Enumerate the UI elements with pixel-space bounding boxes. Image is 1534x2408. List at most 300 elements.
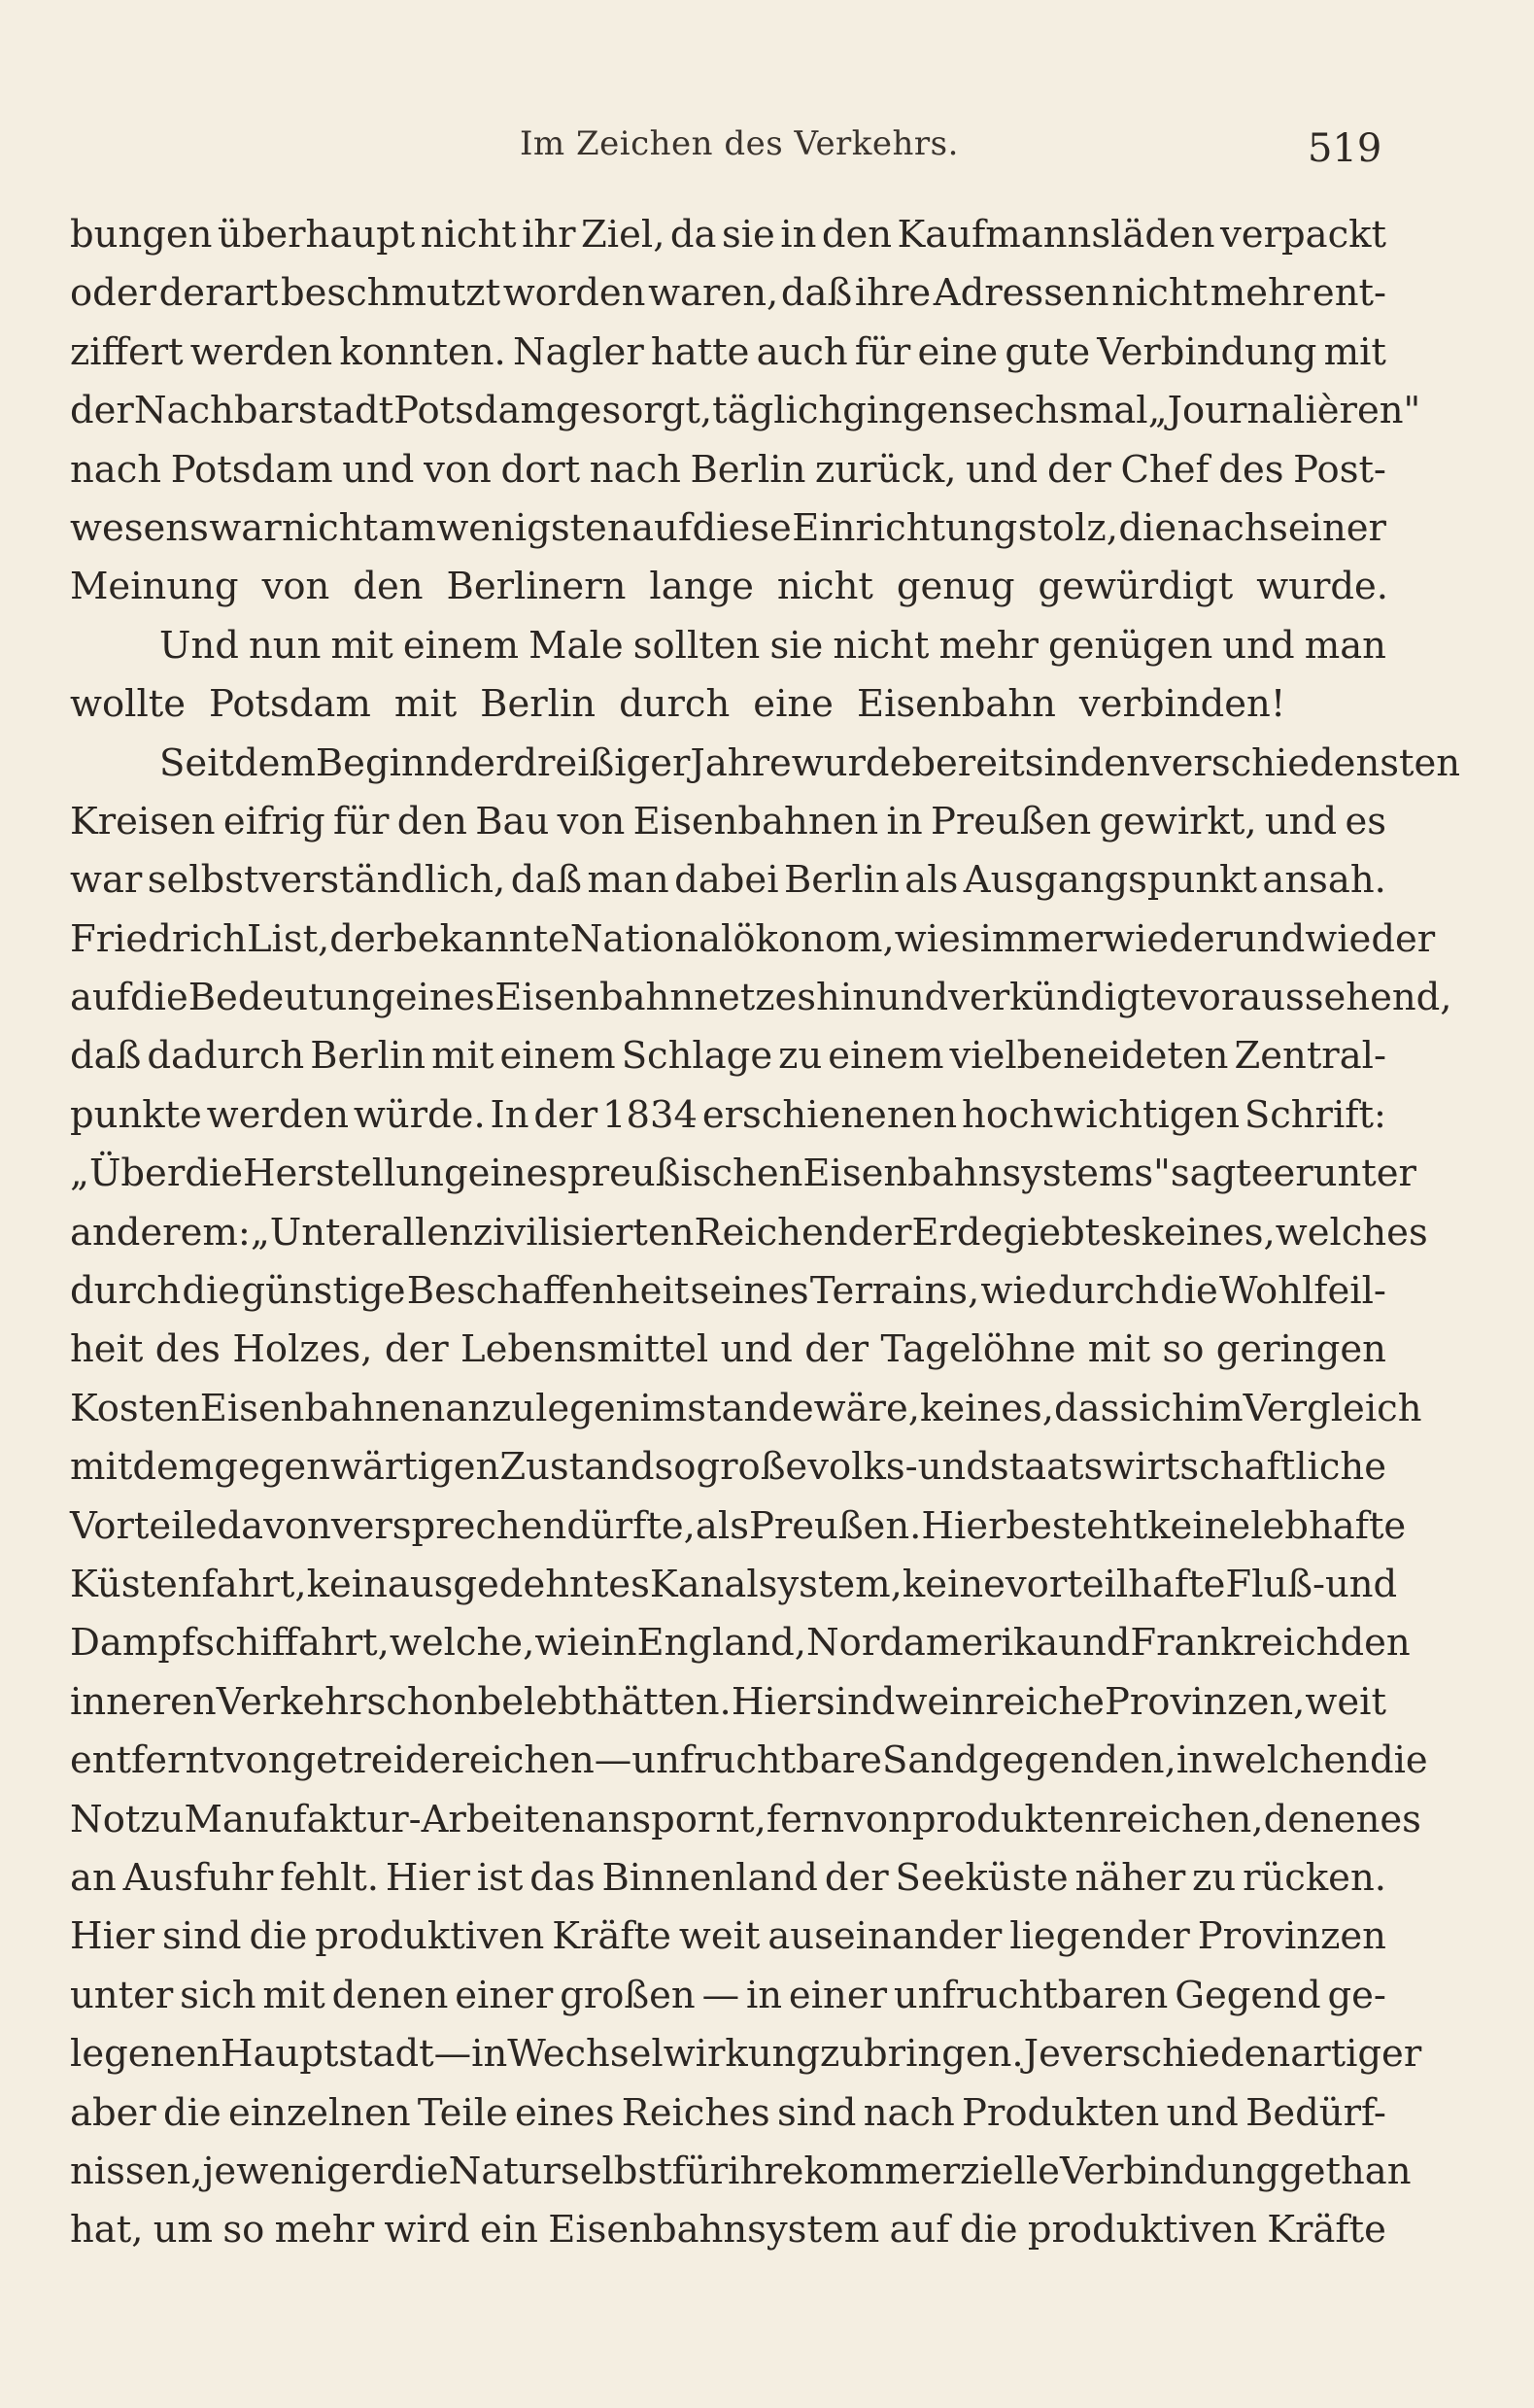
word: dreißiger xyxy=(513,740,691,785)
word: oder xyxy=(70,271,157,316)
word: nissen, xyxy=(70,2149,203,2193)
word: Binnenland xyxy=(601,1855,818,1900)
word: Kanalsystem, xyxy=(649,1562,903,1606)
word: Bau xyxy=(475,799,550,843)
word: Wechselwirkung xyxy=(507,2032,820,2077)
word: heit xyxy=(70,1327,144,1372)
word: als xyxy=(904,858,959,903)
word: und xyxy=(917,1445,990,1490)
word: unfruchtbaren xyxy=(893,1973,1169,2017)
word: des xyxy=(154,1327,221,1372)
word: eines xyxy=(467,1152,568,1196)
word: sind xyxy=(162,1914,242,1959)
word: sich xyxy=(1119,1386,1196,1430)
word: davon xyxy=(217,1503,331,1548)
word: ausgedehntes xyxy=(387,1562,650,1606)
word: selbstverständlich, xyxy=(147,858,506,903)
text-line xyxy=(70,1556,1398,1614)
word: den xyxy=(821,213,893,257)
word: es xyxy=(1100,1210,1142,1255)
word: erschienenen xyxy=(701,1092,958,1137)
text-line xyxy=(70,1791,1421,1849)
word: eifrig xyxy=(222,799,325,843)
word: auseinander xyxy=(767,1914,1003,1959)
word: weniger xyxy=(236,2149,391,2193)
word: eines xyxy=(394,976,495,1020)
word: unter xyxy=(1312,1152,1416,1196)
word: legenen xyxy=(70,2032,221,2077)
word: gegenwärtigen xyxy=(214,1445,500,1490)
word: ent- xyxy=(1312,271,1386,316)
word: er xyxy=(1273,1152,1313,1196)
word: Seeküste xyxy=(895,1855,1069,1900)
word: ziffert xyxy=(70,329,184,374)
text-line xyxy=(70,324,1386,382)
word: der xyxy=(847,1210,912,1255)
word: Potsdam xyxy=(209,682,371,727)
running-header xyxy=(0,117,1534,175)
word: Berlin xyxy=(690,447,806,492)
word: verschiedensten xyxy=(1149,740,1461,785)
word: große xyxy=(696,1445,808,1490)
word: dem xyxy=(233,740,316,785)
text-line xyxy=(70,2084,1386,2143)
word: Sandgegenden, xyxy=(881,1738,1176,1783)
word: Teile xyxy=(417,2090,508,2135)
word: mehr xyxy=(274,2208,375,2253)
word: und xyxy=(342,447,415,492)
word: seiner xyxy=(1269,505,1386,550)
word: dort xyxy=(500,447,581,492)
word: Friedrich xyxy=(70,916,247,961)
word: Und xyxy=(159,623,239,668)
text-line xyxy=(70,735,1461,793)
word: in xyxy=(886,799,923,843)
word: auch xyxy=(756,329,848,374)
text-line xyxy=(70,206,1386,264)
word: wie xyxy=(534,1621,601,1666)
word: von xyxy=(557,799,626,843)
word: Zentral- xyxy=(1234,1034,1386,1079)
word: wies xyxy=(894,916,980,961)
word: Post- xyxy=(1293,447,1386,492)
word: wenigsten xyxy=(436,505,631,550)
word: und xyxy=(720,1327,793,1372)
word: sagte xyxy=(1170,1152,1274,1196)
text-line xyxy=(70,1027,1386,1085)
word: der xyxy=(804,1327,869,1372)
word: von xyxy=(223,1738,292,1783)
word: unter xyxy=(70,1973,174,2017)
word: voraussehend, xyxy=(1176,976,1452,1020)
word: Ausgangspunkt xyxy=(963,858,1257,903)
word: sechsmal xyxy=(972,389,1148,433)
word: mit xyxy=(70,1445,133,1490)
word: derart xyxy=(158,271,279,316)
word: sollten xyxy=(632,623,761,668)
word: Berlin xyxy=(310,1034,426,1079)
word: ein xyxy=(480,2208,538,2253)
word: Wohlfeil- xyxy=(1219,1269,1386,1314)
word: nach xyxy=(863,2090,955,2135)
word: eine xyxy=(753,682,834,727)
word: Terrains, xyxy=(809,1269,980,1314)
word: Ziel, xyxy=(581,213,665,257)
word: Eisenbahnsystems" xyxy=(802,1152,1171,1196)
word: den xyxy=(1340,1621,1411,1666)
word: werden xyxy=(206,1092,350,1137)
word: Nachbarstadt xyxy=(133,389,394,433)
text-line xyxy=(70,558,1389,616)
word: die xyxy=(1369,1738,1428,1783)
word: den xyxy=(1079,740,1150,785)
word: würde. xyxy=(353,1092,486,1137)
word: in xyxy=(780,213,817,257)
word: rücken. xyxy=(1243,1855,1386,1900)
word: einzelnen xyxy=(228,2090,411,2135)
word: „Unter xyxy=(250,1210,381,1255)
word: — xyxy=(433,2032,472,2077)
word: verbinden! xyxy=(1078,682,1286,727)
word: Eisenbahnnetzes xyxy=(494,976,817,1020)
word: dabei xyxy=(674,858,779,903)
word: mit xyxy=(1323,329,1386,374)
running-title: Im Zeichen des Verkehrs. xyxy=(520,124,959,163)
word: Vorteile xyxy=(70,1503,218,1548)
word: in xyxy=(471,2032,508,2077)
word: getreidereichen xyxy=(291,1738,595,1783)
word: keines, xyxy=(919,1386,1054,1430)
word: wurde. xyxy=(1256,565,1389,609)
word: zu xyxy=(1192,1855,1237,1900)
word: wesens xyxy=(70,505,209,550)
word: auf xyxy=(889,2208,950,2253)
text-line xyxy=(70,1438,1386,1496)
word: sie xyxy=(721,213,775,257)
word: zu xyxy=(140,1797,185,1841)
word: Hier xyxy=(70,1914,155,1959)
word: ge- xyxy=(1327,1973,1386,2017)
word: Natur xyxy=(448,2149,561,2193)
word: ist xyxy=(476,1855,524,1900)
word: Verbindung xyxy=(1097,329,1317,374)
word: um xyxy=(153,2208,214,2253)
word: Eisenbahnen xyxy=(199,1386,446,1430)
word: verpackt xyxy=(1220,213,1386,257)
word: so xyxy=(222,2208,265,2253)
text-line xyxy=(70,264,1386,323)
word: Kräfte xyxy=(552,1914,671,1959)
word: der xyxy=(449,740,514,785)
text-line xyxy=(70,1262,1386,1321)
word: gesorgt, xyxy=(556,389,713,433)
word: und xyxy=(966,447,1039,492)
word: worden xyxy=(502,271,646,316)
word: staatswirtschaftliche xyxy=(989,1445,1386,1490)
word: vielbeneideten xyxy=(949,1034,1229,1079)
page-number: 519 xyxy=(1308,126,1382,171)
word: produktenreichen, xyxy=(911,1797,1264,1841)
text-line xyxy=(70,1321,1386,1379)
word: in xyxy=(745,1973,783,2017)
word: da xyxy=(669,213,717,257)
word: giebt xyxy=(1003,1210,1101,1255)
word: und xyxy=(1233,916,1306,961)
word: Ausfuhr xyxy=(122,1855,274,1900)
word: der xyxy=(384,1327,449,1372)
word: mit xyxy=(393,682,458,727)
word: Lebensmittel xyxy=(460,1327,709,1372)
word: keine xyxy=(902,1562,1006,1606)
word: welches xyxy=(1275,1210,1428,1255)
word: das xyxy=(529,1855,596,1900)
text-line xyxy=(70,1204,1428,1262)
word: imstande xyxy=(639,1386,814,1430)
word: Berlin xyxy=(480,682,597,727)
word: einem xyxy=(828,1034,944,1079)
word: ihre xyxy=(854,271,932,316)
word: Provinzen xyxy=(1197,1914,1386,1959)
word: einer xyxy=(788,1973,888,2017)
word: sie xyxy=(769,623,824,668)
word: unfruchtbare xyxy=(631,1738,882,1783)
word: Nationalökonom, xyxy=(569,916,895,961)
word: daß xyxy=(510,858,583,903)
word: Hier xyxy=(385,1855,470,1900)
word: immer xyxy=(979,916,1104,961)
word: nach xyxy=(1176,505,1269,550)
word: welchen xyxy=(1211,1738,1370,1783)
text-line xyxy=(70,499,1386,558)
word: denen xyxy=(331,1973,449,2017)
word: allen xyxy=(380,1210,473,1255)
word: Je xyxy=(1023,2032,1061,2077)
word: als xyxy=(695,1503,749,1548)
word: beschmutzt xyxy=(280,271,501,316)
word: Berlinern xyxy=(446,565,627,609)
word: Chef xyxy=(1120,447,1210,492)
word: die xyxy=(390,2149,449,2193)
text-line xyxy=(70,675,1386,734)
word: Potsdam xyxy=(393,389,557,433)
word: Kreisen xyxy=(70,799,216,843)
word: „Journalièren" xyxy=(1147,389,1421,433)
word: inneren xyxy=(70,1679,217,1724)
word: 1834 xyxy=(602,1092,699,1137)
word: je xyxy=(202,2149,237,2193)
text-line xyxy=(70,441,1386,499)
word: für xyxy=(671,2149,729,2193)
word: anspornt, xyxy=(585,1797,767,1841)
word: näher xyxy=(1074,1855,1186,1900)
word: mehr xyxy=(938,623,1039,668)
word: Frankreich xyxy=(1130,1621,1341,1666)
word: konnten. xyxy=(339,329,506,374)
word: entfernt xyxy=(70,1738,224,1783)
word: hin xyxy=(816,976,876,1020)
word: nicht xyxy=(282,505,378,550)
word: sind xyxy=(776,2090,857,2135)
word: schon xyxy=(366,1679,478,1724)
word: weit xyxy=(1305,1679,1386,1724)
word: werden xyxy=(189,329,333,374)
word: Fluß- xyxy=(1225,1562,1325,1606)
word: lebhafte xyxy=(1250,1503,1407,1548)
word: durch xyxy=(619,682,731,727)
word: weinreiche xyxy=(895,1679,1105,1724)
word: lange xyxy=(649,565,754,609)
word: der xyxy=(329,916,394,961)
word: nach xyxy=(70,447,162,492)
text-line xyxy=(70,2143,1412,2201)
word: Beginn xyxy=(315,740,450,785)
word: Einrichtung xyxy=(792,505,1018,550)
word: dem xyxy=(132,1445,215,1490)
text-line xyxy=(70,1380,1422,1438)
word: des xyxy=(1218,447,1284,492)
word: Reichen xyxy=(694,1210,848,1255)
word: eines xyxy=(515,2090,615,2135)
word: war xyxy=(70,858,143,903)
word: in xyxy=(1176,1738,1212,1783)
word: In xyxy=(490,1092,529,1137)
word: Potsdam xyxy=(170,447,333,492)
word: hochwichtigen xyxy=(962,1092,1240,1137)
word: daß xyxy=(780,271,853,316)
word: Seit xyxy=(159,740,234,785)
word: man xyxy=(1304,623,1386,668)
word: so xyxy=(1162,1327,1205,1372)
word: Kosten xyxy=(70,1386,200,1430)
word: und xyxy=(1264,799,1338,843)
word: an xyxy=(70,1855,117,1900)
text-line xyxy=(70,2201,1386,2259)
word: wollte xyxy=(70,682,187,727)
word: wäre, xyxy=(813,1386,920,1430)
word: die xyxy=(163,2090,222,2135)
word: dadurch xyxy=(147,1034,305,1079)
word: ansah. xyxy=(1262,858,1386,903)
word: Hauptstadt xyxy=(220,2032,434,2077)
word: die xyxy=(130,976,188,1020)
word: der xyxy=(533,1092,598,1137)
word: bereits xyxy=(911,740,1044,785)
word: günstige xyxy=(241,1269,406,1314)
word: der xyxy=(824,1855,889,1900)
word: nach xyxy=(589,447,681,492)
word: Schrift: xyxy=(1244,1092,1386,1137)
word: Kräfte xyxy=(1267,2208,1386,2253)
word: durch xyxy=(1047,1269,1159,1314)
word: von xyxy=(844,1797,912,1841)
word: Küstenfahrt, xyxy=(70,1562,307,1606)
word: besteht xyxy=(1006,1503,1148,1548)
word: punkte xyxy=(70,1092,202,1137)
text-line xyxy=(70,1673,1386,1732)
word: die xyxy=(249,1914,308,1959)
word: den xyxy=(353,565,424,609)
word: mit xyxy=(431,1034,494,1079)
word: Schlage xyxy=(621,1034,773,1079)
word: gewürdigt xyxy=(1038,565,1234,609)
word: in xyxy=(600,1621,637,1666)
word: gingen xyxy=(842,389,973,433)
word: zu xyxy=(778,1034,823,1079)
word: mehr xyxy=(1210,271,1311,316)
word: von xyxy=(261,565,330,609)
word: für xyxy=(332,799,390,843)
word: zurück, xyxy=(815,447,957,492)
word: — xyxy=(594,1738,632,1783)
word: das xyxy=(1054,1386,1120,1430)
word: und xyxy=(1324,1562,1398,1606)
word: ihr xyxy=(522,213,576,257)
word: hat, xyxy=(70,2208,144,2253)
word: produktiven xyxy=(315,1914,545,1959)
word: die xyxy=(185,1152,243,1196)
word: man xyxy=(587,858,669,903)
word: am xyxy=(378,505,436,550)
word: bringen. xyxy=(864,2032,1024,2077)
word: Produkten xyxy=(962,2090,1160,2135)
word: selbst xyxy=(560,2149,672,2193)
word: fehlt. xyxy=(280,1855,379,1900)
word: im xyxy=(1195,1386,1244,1430)
word: Kaufmannsläden xyxy=(897,213,1215,257)
word: Berlin xyxy=(783,858,900,903)
word: nicht xyxy=(1111,271,1209,316)
word: verschiedenartiger xyxy=(1060,2032,1422,2077)
word: versprechen xyxy=(330,1503,567,1548)
word: so xyxy=(654,1445,697,1490)
word: den xyxy=(396,799,467,843)
word: Holzes, xyxy=(232,1327,373,1372)
word: vorteilhafte xyxy=(1005,1562,1226,1606)
word: Vergleich xyxy=(1243,1386,1422,1430)
word: stolz, xyxy=(1017,505,1118,550)
word: und xyxy=(1166,2090,1239,2135)
word: der xyxy=(1046,447,1111,492)
word: es xyxy=(1380,1797,1421,1841)
word: von xyxy=(424,447,492,492)
word: liegender xyxy=(1009,1914,1190,1959)
word: Tagelöhne xyxy=(880,1327,1076,1372)
word: Erde xyxy=(911,1210,1004,1255)
word: sich xyxy=(180,1973,256,2017)
word: hatte xyxy=(650,329,750,374)
word: Dampfschiffahrt, xyxy=(70,1621,390,1666)
word: sind xyxy=(815,1679,896,1724)
word: großen xyxy=(560,1973,696,2017)
text-line xyxy=(70,1908,1386,1966)
text-line xyxy=(70,969,1452,1027)
word: keines, xyxy=(1141,1210,1276,1255)
word: zivilisierten xyxy=(472,1210,695,1255)
word: Adressen xyxy=(933,271,1109,316)
word: „Über xyxy=(70,1152,186,1196)
word: geringen xyxy=(1215,1327,1386,1372)
word: anderem: xyxy=(70,1210,251,1255)
word: List, xyxy=(246,916,330,961)
word: ihre xyxy=(728,2149,804,2193)
word: Zustand xyxy=(499,1445,655,1490)
word: — xyxy=(701,1973,740,2017)
text-line xyxy=(70,2025,1422,2083)
word: war xyxy=(209,505,282,550)
word: seines xyxy=(690,1269,809,1314)
word: wieder xyxy=(1103,916,1234,961)
word: die xyxy=(959,2208,1018,2253)
